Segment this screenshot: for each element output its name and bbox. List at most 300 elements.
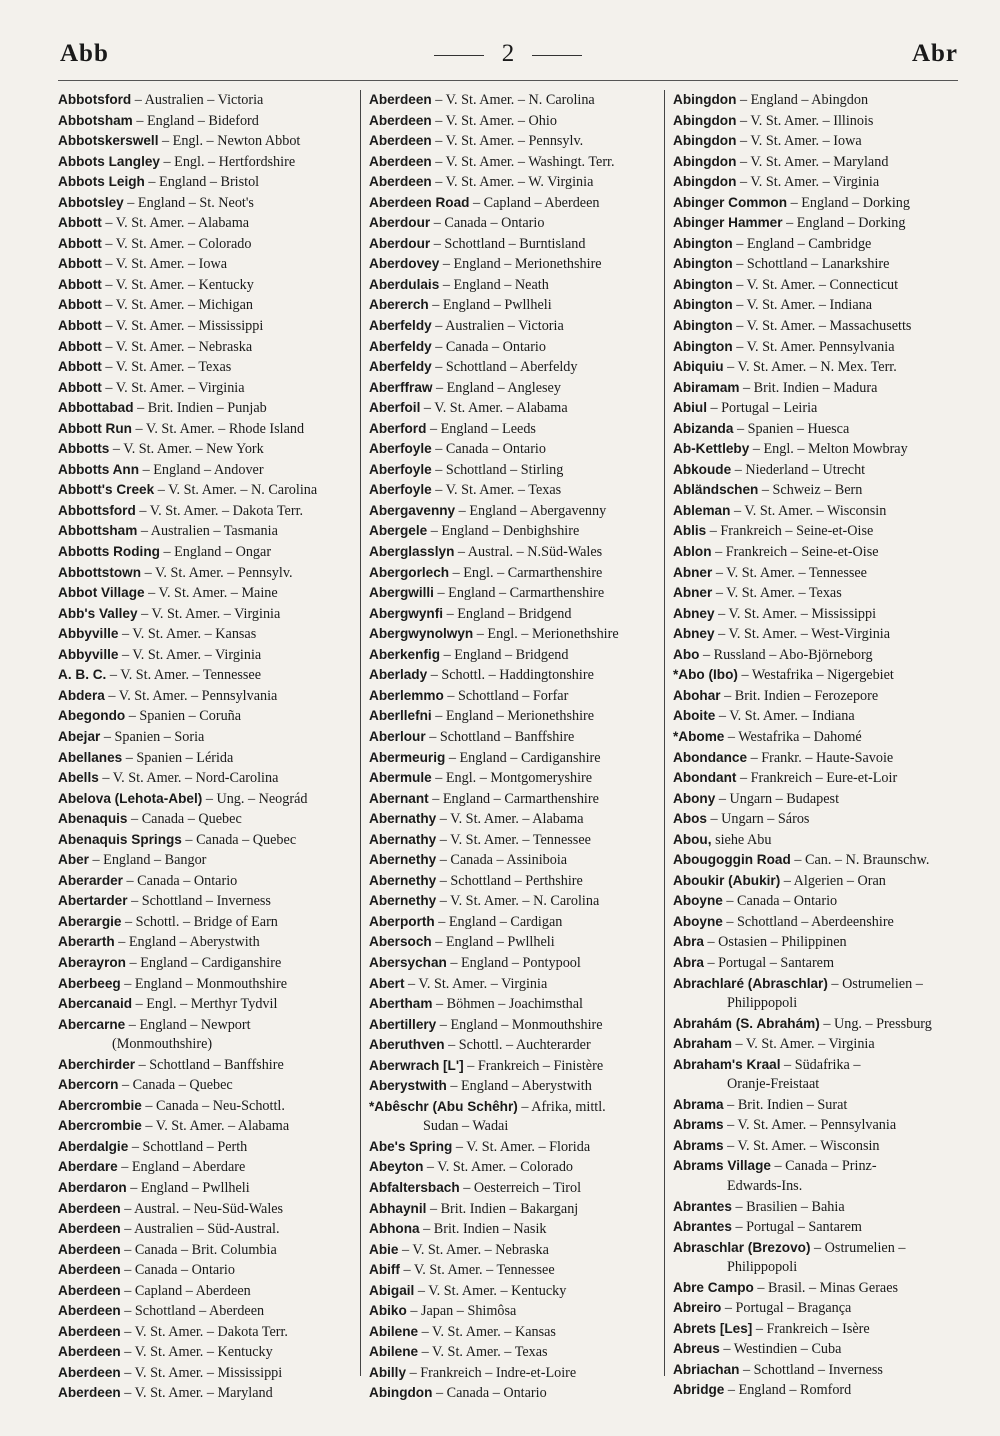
entry-term: Aberdaron <box>58 1179 127 1195</box>
gazetteer-entry <box>369 809 667 830</box>
header-rule <box>58 80 958 81</box>
entry-term: Aboyne <box>673 913 723 929</box>
gazetteer-entry <box>369 501 667 522</box>
gazetteer-entry <box>58 152 354 173</box>
entry-term: Aberllefni <box>369 708 432 724</box>
gazetteer-entry <box>58 1199 354 1220</box>
entry-location: – V. St. Amer. – Virginia <box>731 1036 875 1053</box>
entry-location: – England – Bideford <box>132 112 259 129</box>
entry-term: Abington <box>673 297 733 313</box>
entry-location: – V. St. Amer. – Alabama <box>436 811 584 828</box>
gazetteer-entry <box>369 172 667 193</box>
gazetteer-entry <box>58 1015 354 1036</box>
entry-columns <box>58 90 962 1402</box>
entry-term: Abergele <box>369 523 428 539</box>
gazetteer-entry <box>369 932 667 953</box>
entry-location: – V. St. Amer. – Virginia <box>736 174 880 191</box>
column-1 <box>58 90 354 1402</box>
entry-term: Abb's Valley <box>58 605 138 621</box>
entry-term: Aberchirder <box>58 1056 136 1072</box>
entry-location: – Canada – Ontario <box>722 893 838 910</box>
gazetteer-entry <box>673 1360 969 1381</box>
entry-location: – V. St. Amer. – Virginia <box>101 379 245 396</box>
entry-continuation: Edwards-Ins. <box>727 1177 803 1194</box>
entry-term: Abenaquis Springs <box>58 831 182 847</box>
entry-location: – Canada – Ontario <box>432 1385 547 1402</box>
entry-term: Aberdeen <box>58 1303 121 1319</box>
entry-location: – Ung. – Neográd <box>202 790 308 807</box>
entry-location: – Schottland – Banffshire <box>425 728 575 745</box>
entry-location: – Frankreich – Seine-et-Oise <box>706 523 874 540</box>
gazetteer-entry <box>369 337 667 358</box>
gazetteer-entry <box>58 1055 354 1076</box>
entry-term: Aberbeeg <box>58 975 121 991</box>
entry-location: – Can. – N. Braunschw. <box>790 852 930 869</box>
gazetteer-entry <box>673 213 969 234</box>
gazetteer-entry <box>673 378 969 399</box>
entry-term: Abingdon <box>673 174 737 190</box>
entry-term: Aberdeen <box>58 1241 121 1257</box>
entry-term: Abells <box>58 770 99 786</box>
gazetteer-entry <box>58 1096 354 1117</box>
entry-term: Abercanaid <box>58 996 133 1012</box>
entry-location: – V. St. Amer. – Texas <box>431 482 562 499</box>
gazetteer-entry <box>673 152 969 173</box>
running-head-right: Abr <box>911 40 958 67</box>
entry-term: Aber <box>58 852 89 868</box>
entry-term: Abner <box>673 564 713 580</box>
entry-term: Abraham's Kraal <box>673 1056 781 1072</box>
entry-location: – Afrika, mittl. <box>517 1098 606 1115</box>
entry-term: Aberlemmo <box>369 687 444 703</box>
entry-location: – England – Cambridge <box>732 235 872 252</box>
entry-term: Abersychan <box>369 954 447 970</box>
entry-location: – England – Abergavenny <box>455 502 607 519</box>
entry-term: Abbott's Creek <box>58 482 155 498</box>
entry-location: – Frankreich – Finistère <box>463 1057 604 1074</box>
gazetteer-entry <box>369 1240 667 1261</box>
entry-term: Abrams Village <box>673 1158 771 1174</box>
entry-term: Aberdeen <box>58 1221 121 1237</box>
gazetteer-entry <box>369 419 667 440</box>
gazetteer-entry <box>673 1238 969 1259</box>
entry-location: – V. St. Amer. – New York <box>109 441 264 458</box>
entry-continuation: Sudan – Wadai <box>423 1118 509 1135</box>
entry-term: Abingdon <box>369 1385 433 1401</box>
gazetteer-entry <box>369 748 667 769</box>
gazetteer-entry <box>58 768 354 789</box>
entry-term: Abraschlar (Brezovo) <box>673 1239 811 1255</box>
gazetteer-entry <box>369 871 667 892</box>
entry-term: Abergorlech <box>369 564 450 580</box>
entry-location: – England – Pwllheli <box>428 297 552 314</box>
gazetteer-entry <box>673 912 969 933</box>
entry-location: – England – Andover <box>139 461 264 478</box>
entry-location: – Spanien – Soria <box>100 728 205 745</box>
gazetteer-entry <box>673 254 969 275</box>
gazetteer-entry <box>369 439 667 460</box>
gazetteer-entry <box>673 480 969 501</box>
entry-location: – Engl. – Merthyr Tydvil <box>132 996 278 1013</box>
entry-location: – England – Romford <box>724 1382 852 1399</box>
gazetteer-entry <box>369 234 667 255</box>
gazetteer-entry <box>58 1281 354 1302</box>
gazetteer-entry <box>369 521 667 542</box>
entry-location: – Frankreich – Eure-et-Loir <box>736 770 898 787</box>
entry-term: Abbotskerswell <box>58 133 159 149</box>
entry-location: – Schweiz – Bern <box>758 482 863 499</box>
entry-location: – V. St. Amer. – Massachusetts <box>732 318 912 335</box>
gazetteer-entry <box>673 953 969 974</box>
entry-term: Aberdeen <box>369 112 432 128</box>
entry-location: – V. St. Amer. – Pennsylv. <box>431 133 584 150</box>
entry-term: Aberystwith <box>369 1078 447 1094</box>
entry-term: Aberayron <box>58 954 126 970</box>
gazetteer-entry <box>58 1178 354 1199</box>
entry-location: – V. St. Amer. – Mississippi <box>120 1364 283 1381</box>
entry-location: – Canada – Ontario <box>120 1262 235 1279</box>
gazetteer-entry <box>673 1319 969 1340</box>
entry-location: – Ostrumelien – <box>827 975 923 992</box>
gazetteer-entry <box>673 974 969 995</box>
entry-location: – V. St. Amer. – N. Carolina <box>436 893 600 910</box>
entry-location: – Portugal – Leiria <box>706 400 818 417</box>
gazetteer-entry <box>58 974 354 995</box>
gazetteer-entry <box>58 624 354 645</box>
entry-location: – Westafrika – Nigergebiet <box>737 667 894 684</box>
gazetteer-entry <box>58 1157 354 1178</box>
entry-term: Abbots Langley <box>58 153 160 169</box>
entry-term: Abrama <box>673 1096 724 1112</box>
entry-location: – V. St. Amer. – Alabama <box>101 215 250 232</box>
entry-location: – Schottland – Perth <box>128 1138 248 1155</box>
entry-term: Abbottstown <box>58 564 142 580</box>
entry-location: – V. St. Amer. – Nebraska <box>398 1241 549 1258</box>
gazetteer-entry <box>369 645 667 666</box>
entry-location: – Engl. – Merionethshire <box>473 626 619 643</box>
entry-location: – England – Neath <box>439 276 549 293</box>
entry-term: Abhona <box>369 1221 420 1237</box>
entry-term: Abreus <box>673 1341 720 1357</box>
gazetteer-entry <box>673 1055 969 1076</box>
gazetteer-entry <box>369 624 667 645</box>
entry-location: – Russland – Abo-Björneborg <box>699 646 873 663</box>
entry-term: Abbott <box>58 235 102 251</box>
entry-location: – Austral. – N.Süd-Wales <box>454 544 603 561</box>
gazetteer-entry <box>673 1217 969 1238</box>
entry-term: Abiff <box>369 1262 400 1278</box>
entry-location: – V. St. Amer. – Texas <box>418 1344 548 1361</box>
entry-term: Aberuthven <box>369 1037 445 1053</box>
entry-term: Aboukir (Abukir) <box>673 872 781 888</box>
entry-location: – V. St. Amer. – Virginia <box>118 646 262 663</box>
gazetteer-entry <box>58 131 354 152</box>
gazetteer-entry <box>369 254 667 275</box>
entry-location: – England – St. Neot's <box>123 194 254 211</box>
gazetteer-entry <box>673 357 969 378</box>
gazetteer-entry <box>673 1156 969 1177</box>
gazetteer-entry <box>58 1363 354 1384</box>
gazetteer-entry <box>369 583 667 604</box>
entry-term: A. B. C. <box>58 667 107 683</box>
entry-term: Abney <box>673 605 715 621</box>
entry-term: Abrams <box>673 1137 724 1153</box>
gazetteer-entry <box>58 521 354 542</box>
entry-location: – Engl. – Montgomeryshire <box>431 770 593 787</box>
entry-location: – V. St. Amer. – N. Carolina <box>154 482 318 499</box>
entry-term: Abraham <box>673 1036 732 1052</box>
entry-term: Abbottsford <box>58 502 136 518</box>
entry-location: – Schottland – Inverness <box>127 893 271 910</box>
entry-location: – Engl. – Carmarthenshire <box>449 564 603 581</box>
gazetteer-entry <box>369 974 667 995</box>
gazetteer-entry <box>58 891 354 912</box>
gazetteer-entry <box>673 275 969 296</box>
gazetteer-entry <box>673 1014 969 1035</box>
entry-location: – Capland – Aberdeen <box>120 1282 251 1299</box>
gazetteer-entry <box>369 90 667 111</box>
entry-term: Aberdeen <box>369 174 432 190</box>
entry-location: – V. St. Amer. – Kentucky <box>120 1344 273 1361</box>
entry-location: – V. St. Amer. – Nord-Carolina <box>98 770 279 787</box>
entry-location: – Brit. Indien – Bakarganj <box>426 1200 579 1217</box>
entry-location: – England – Pwllheli <box>126 1179 250 1196</box>
entry-location: – V. St. Amer. – Texas <box>101 359 232 376</box>
entry-location: – Böhmen – Joachimsthal <box>432 996 583 1013</box>
gazetteer-entry <box>369 686 667 707</box>
entry-term: Aberkenfig <box>369 646 441 662</box>
entry-continuation: Philippopoli <box>727 995 798 1012</box>
entry-location: – England – Carmarthenshire <box>428 790 599 807</box>
gazetteer-entry <box>58 480 354 501</box>
entry-term: Abony <box>673 790 716 806</box>
gazetteer-entry <box>58 665 354 686</box>
entry-term: Aberdeen <box>58 1364 121 1380</box>
entry-term: Abinger Hammer <box>673 215 783 231</box>
entry-location: – England – Pontypool <box>446 954 581 971</box>
gazetteer-entry <box>58 1240 354 1261</box>
entry-term: Abre Campo <box>673 1279 754 1295</box>
entry-term: Abner <box>673 585 713 601</box>
entry-location: – V. St. Amer. – Colorado <box>101 235 252 252</box>
entry-location: – England – Carmarthenshire <box>433 585 605 602</box>
gazetteer-entry <box>673 501 969 522</box>
entry-term: Abigail <box>369 1282 415 1298</box>
entry-term: Aberwrach [L'] <box>369 1057 464 1073</box>
gazetteer-entry <box>369 1281 667 1302</box>
gazetteer-entry <box>369 830 667 851</box>
entry-term: Abert <box>369 975 405 991</box>
entry-term: Abondance <box>673 749 748 765</box>
entry-term: *Abêschr (Abu Schêhr) <box>369 1098 518 1114</box>
entry-location: – V. St. Amer. – Maine <box>144 585 278 602</box>
entry-location: – V. St. Amer. – Florida <box>452 1138 591 1155</box>
entry-term: Abermule <box>369 770 432 786</box>
gazetteer-entry <box>673 131 969 152</box>
gazetteer-entry <box>58 542 354 563</box>
entry-term: Abbott <box>58 379 102 395</box>
gazetteer-entry <box>369 1199 667 1220</box>
entry-term: Aberfoyle <box>369 461 432 477</box>
entry-location: – Spanien – Lérida <box>122 749 234 766</box>
gazetteer-entry <box>58 789 354 810</box>
gazetteer-entry <box>673 1115 969 1136</box>
entry-location: – Australien – Victoria <box>431 318 564 335</box>
entry-term: Aberdeen <box>58 1344 121 1360</box>
entry-term: Abiko <box>369 1303 407 1319</box>
gazetteer-entry <box>369 480 667 501</box>
entry-continuation: Philippopoli <box>727 1259 798 1276</box>
entry-term: Abländschen <box>673 482 759 498</box>
gazetteer-entry <box>369 152 667 173</box>
gazetteer-entry <box>673 337 969 358</box>
gazetteer-entry <box>58 193 354 214</box>
entry-location: – England – Ongar <box>159 544 272 561</box>
entry-location: – England – Bristol <box>144 174 260 191</box>
entry-term: Abersoch <box>369 934 432 950</box>
entry-term: Aberdeen <box>369 153 432 169</box>
entry-location: siehe Abu <box>711 831 772 848</box>
gazetteer-entry <box>673 748 969 769</box>
entry-location: – Ostrumelien – <box>810 1239 906 1256</box>
gazetteer-entry <box>673 1095 969 1116</box>
gazetteer-entry <box>673 542 969 563</box>
entry-location: – Engl. – Melton Mowbray <box>749 441 908 458</box>
gazetteer-entry <box>673 111 969 132</box>
entry-term: Abbott Run <box>58 420 132 436</box>
entry-location: – V. St. Amer. – Kentucky <box>414 1282 567 1299</box>
gazetteer-entry <box>369 850 667 871</box>
entry-term: Abeyton <box>369 1159 424 1175</box>
entry-term: Abejar <box>58 728 101 744</box>
entry-location: – Canada – Ontario <box>431 338 546 355</box>
gazetteer-entry <box>58 316 354 337</box>
gazetteer-entry <box>369 357 667 378</box>
entry-location: – Westafrika – Dahomé <box>724 728 862 745</box>
entry-location: – Schottland – Aberfeldy <box>431 359 578 376</box>
gazetteer-entry <box>369 665 667 686</box>
entry-continuation: Oranje-Freistaat <box>727 1076 820 1093</box>
entry-term: Aberlour <box>369 728 426 744</box>
gazetteer-entry <box>673 1298 969 1319</box>
gazetteer-entry <box>58 254 354 275</box>
entry-term: Aberford <box>369 420 427 436</box>
entry-location: – Canada – Prinz- <box>770 1158 877 1175</box>
entry-term: *Abo (Ibo) <box>673 667 738 683</box>
rule-right <box>532 55 582 56</box>
entry-location: – Engl. – Hertfordshire <box>159 153 296 170</box>
gazetteer-entry <box>58 1260 354 1281</box>
entry-term: Abilene <box>369 1344 419 1360</box>
entry-location: – Ungarn – Budapest <box>715 790 840 807</box>
entry-location: – V. St. Amer. – Michigan <box>101 297 254 314</box>
entry-location: – Ungarn – Sáros <box>706 811 810 828</box>
entry-location: – V. St. Amer. – Alabama <box>420 400 568 417</box>
entry-location: – V. St. Amer. – Maryland <box>120 1385 273 1402</box>
entry-location: – Austral. – Neu-Süd-Wales <box>120 1200 284 1217</box>
gazetteer-entry <box>58 439 354 460</box>
rule-left <box>434 55 484 56</box>
entry-term: Abernethy <box>369 872 437 888</box>
gazetteer-entry <box>673 686 969 707</box>
entry-term: Abbotsford <box>58 92 132 107</box>
entry-term: Abbots Leigh <box>58 174 145 190</box>
entry-location: – Schottland – Burntisland <box>430 235 586 252</box>
gazetteer-entry <box>369 378 667 399</box>
page-header <box>58 40 958 74</box>
gazetteer-entry <box>673 583 969 604</box>
entry-location: – Brasilien – Bahia <box>731 1198 845 1215</box>
entry-term: Aberdare <box>58 1159 118 1175</box>
gazetteer-entry <box>58 111 354 132</box>
entry-term: Abenaquis <box>58 811 128 827</box>
entry-term: Ableman <box>673 502 731 518</box>
entry-term: Abbott <box>58 276 102 292</box>
gazetteer-entry <box>369 953 667 974</box>
entry-term: Abingdon <box>673 153 737 169</box>
entry-term: Abington <box>673 235 733 251</box>
entry-location: – V. St. Amer. Pennsylvania <box>732 338 895 355</box>
entry-location: – Schottland – Banffshire <box>135 1056 284 1073</box>
entry-location: – V. St. Amer. – Tennessee <box>712 564 867 581</box>
gazetteer-entry <box>673 830 969 851</box>
entry-term: Abertarder <box>58 893 128 909</box>
entry-location: – Brit. Indien – Punjab <box>133 400 267 417</box>
gazetteer-entry <box>673 891 969 912</box>
entry-term: Abrahám (S. Abrahám) <box>673 1015 820 1031</box>
entry-location: – England – Dorking <box>787 194 910 211</box>
entry-location: – England – Monmouthshire <box>120 975 287 992</box>
entry-location: – V. St. Amer. – Colorado <box>423 1159 574 1176</box>
entry-term: Aberarth <box>58 934 115 950</box>
entry-location: – Spanien – Huesca <box>733 420 850 437</box>
entry-location: – Oesterreich – Tirol <box>459 1179 582 1196</box>
entry-location: – V. St. Amer. – Indiana <box>732 297 873 314</box>
entry-term: Abernathy <box>369 811 437 827</box>
entry-term: Abelova (Lehota-Abel) <box>58 790 203 806</box>
entry-term: Abbottsham <box>58 523 138 539</box>
entry-location: – V. St. Amer. – Kentucky <box>101 276 254 293</box>
gazetteer-entry <box>369 994 667 1015</box>
entry-term: Aberdeen <box>58 1385 121 1401</box>
gazetteer-entry <box>58 604 354 625</box>
gazetteer-entry <box>58 1322 354 1343</box>
entry-location: – V. St. Amer. – Pennsylv. <box>141 564 293 581</box>
entry-term: Aberdalgie <box>58 1138 129 1154</box>
entry-term: Aberdeen <box>58 1323 121 1339</box>
entry-location: – Australien – Victoria <box>131 92 264 108</box>
gazetteer-entry <box>369 1015 667 1036</box>
entry-term: Abinger Common <box>673 194 788 210</box>
entry-term: Abernethy <box>369 893 437 909</box>
gazetteer-entry <box>673 1136 969 1157</box>
entry-location: – England – Newport <box>125 1016 251 1033</box>
entry-term: Abfaltersbach <box>369 1179 460 1195</box>
entry-location: – Brit. Indien – Nasik <box>419 1221 547 1238</box>
entry-term: Aberfeldy <box>369 318 432 334</box>
gazetteer-entry <box>673 419 969 440</box>
entry-location: – Algerien – Oran <box>780 872 886 889</box>
entry-location: – Brasil. – Minas Geraes <box>753 1279 899 1296</box>
entry-location: – V. St. Amer. – Virginia <box>404 975 548 992</box>
gazetteer-entry <box>369 1322 667 1343</box>
gazetteer-entry <box>58 419 354 440</box>
entry-location: – V. St. Amer. – Dakota Terr. <box>120 1323 288 1340</box>
entry-location: – V. St. Amer. – Kansas <box>118 626 257 643</box>
entry-term: Abbotsley <box>58 194 124 210</box>
entry-term: Aberlady <box>369 667 428 683</box>
gazetteer-entry <box>58 234 354 255</box>
